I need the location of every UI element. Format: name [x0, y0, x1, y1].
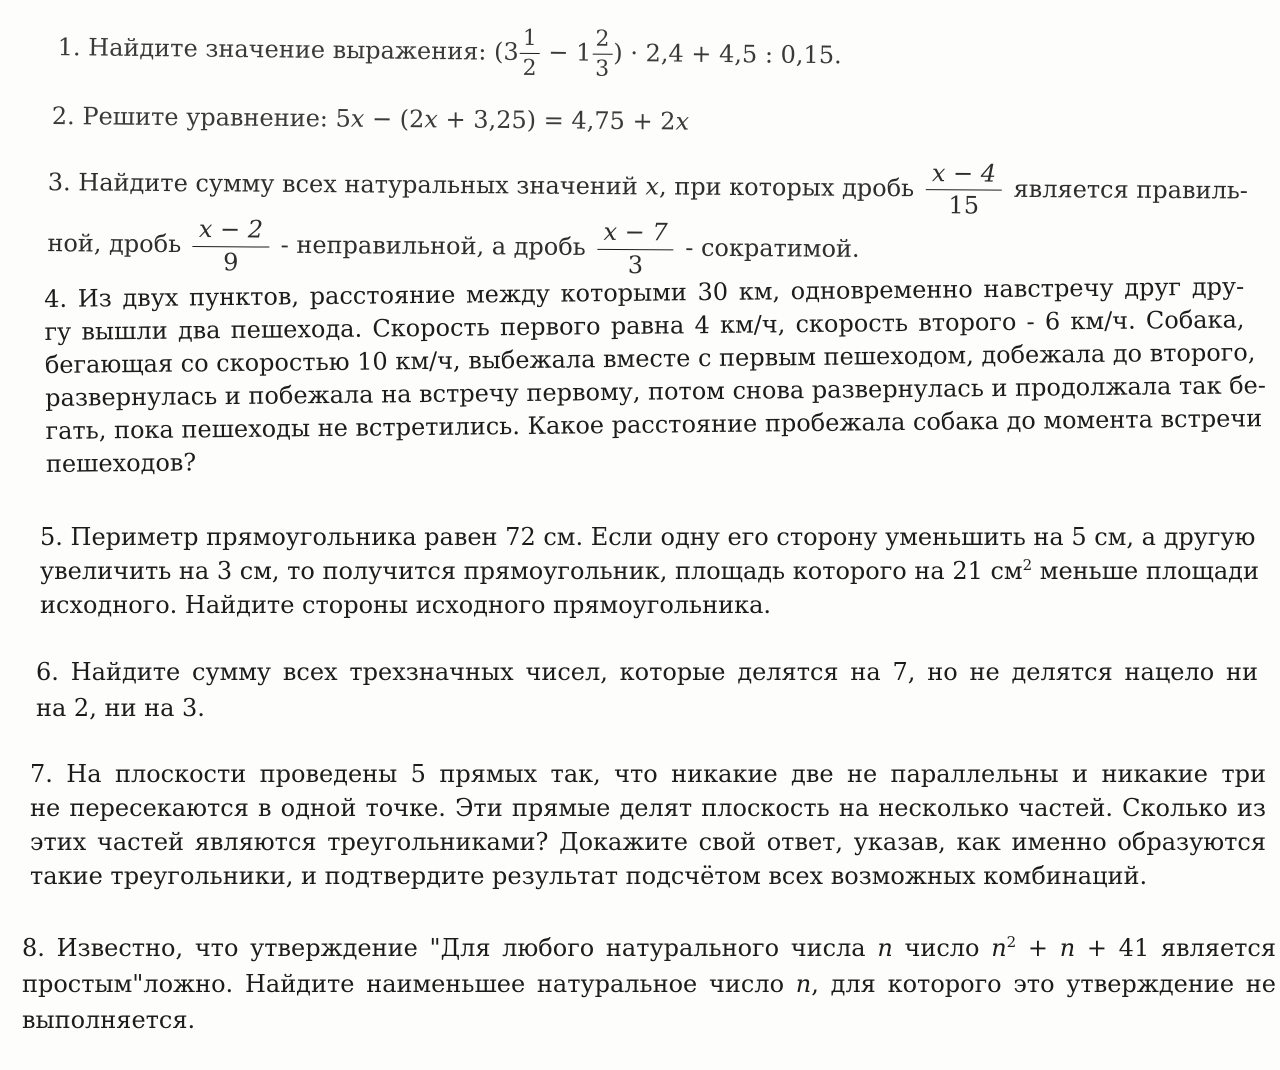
task-8-l2a: простым"ложно. Найдите наименьшее натуральное число: [22, 970, 796, 998]
fraction: [592, 28, 613, 81]
task-4-line: пешеходов?: [45, 448, 197, 478]
task-1-minus: − 1: [540, 38, 592, 67]
task-5-line-2: [40, 554, 1259, 588]
task-5-l2a: увеличить на 3 см, то получится прямоугольник, площадь которого на 21 см: [40, 557, 1023, 585]
task-2-mid: − (2: [364, 104, 425, 134]
task-8-l1c: +: [1016, 934, 1060, 962]
task-8-line-1: [22, 930, 1276, 966]
task-4-line: развернулась и побежала на встречу первому, потом снова развернулась и продолжала так бе-: [45, 371, 1267, 412]
var-n: n: [1059, 934, 1076, 962]
numerator: 1: [520, 27, 540, 54]
task-3-line-1: [47, 155, 1249, 221]
numerator: 2: [592, 28, 612, 55]
task-5-line: исходного. Найдите стороны исходного прямоугольника.: [40, 591, 772, 619]
task-3-l1a: 3. Найдите сумму всех натуральных значений: [47, 168, 646, 201]
task-7-line: этих частей являются треугольниками? Докажите свой ответ, указав, как именно образуются: [30, 828, 1266, 856]
task-4-line: гу вышли два пешехода. Скорость первого равна 4 км/ч, скорость второго - 6 км/ч. Собака,: [44, 305, 1245, 346]
task-7: [30, 757, 1266, 893]
task-3-l2c: - сократимой.: [685, 234, 860, 264]
task-5-line: 5. Периметр прямоугольника равен 72 см. Если одну его сторону уменьшить на 5 см, а другую: [40, 523, 1256, 551]
denominator: 9: [223, 247, 239, 276]
task-2-mid2: + 3,25) = 4,75 + 2: [437, 105, 676, 136]
task-8-l1a: 8. Известно, что утверждение "Для любого натурального числа: [22, 934, 878, 962]
fraction-2: [193, 217, 270, 275]
mixed-fraction-2: [591, 28, 614, 81]
task-4: [44, 270, 1267, 481]
numerator: x − 7: [597, 220, 673, 250]
var-x: x: [424, 105, 439, 134]
task-5-l2b: меньше площади: [1032, 557, 1259, 585]
task-8-l2b: , для которого это утверждение не: [811, 970, 1276, 998]
numerator: x − 2: [193, 217, 269, 247]
var-n: n: [877, 934, 893, 962]
denominator: 2: [522, 55, 537, 82]
task-8-line-2: [22, 966, 1276, 1002]
var-n: n: [991, 934, 1007, 962]
task-5: [40, 520, 1259, 622]
task-2: [52, 100, 690, 139]
task-4-line: бегающая со скоростью 10 км/ч, выбежала вместе с первым пешеходом, добежала до второго,: [44, 338, 1256, 379]
task-8-l1d: + 41 является: [1075, 934, 1277, 962]
task-6-line: 6. Найдите сумму всех трехзначных чисел, которые делятся на 7, но не делятся нацело ни: [36, 658, 1258, 686]
denominator: 3: [627, 250, 644, 279]
fraction-3: [597, 220, 674, 278]
task-1-text: 1. Найдите значение выражения: (3: [57, 33, 519, 66]
superscript: 2: [1022, 556, 1033, 574]
mixed-fraction-1: [518, 27, 541, 80]
task-3-l1c: является правиль-: [1013, 174, 1249, 205]
task-3-l2a: ной, дробь: [47, 229, 182, 259]
task-7-line: не пересекаются в одной точке. Эти прямые делят плоскость на несколько частей. Сколько из: [30, 794, 1266, 822]
var-x: x: [675, 107, 690, 136]
task-8-line: выполняется.: [22, 1006, 196, 1034]
task-1: [57, 22, 842, 83]
task-8-l1b: число: [892, 934, 992, 962]
task-4-line: 4. Из двух пунктов, расстояние между которыми 30 км, одновременно навстречу друг дру-: [44, 272, 1245, 313]
task-3: [47, 155, 1249, 282]
task-6-line: на 2, ни на 3.: [36, 694, 205, 722]
task-7-line: 7. На плоскости проведены 5 прямых так, что никакие две не параллельны и никакие три: [30, 760, 1266, 788]
denominator: 15: [948, 191, 980, 220]
var-n: n: [795, 970, 812, 998]
task-4-line: гать, пока пешеходы не встретились. Какое расстояние пробежала собака до момента встречи: [45, 404, 1263, 445]
var-x: x: [350, 104, 365, 133]
task-2-prefix: 2. Решите уравнение: 5: [51, 101, 351, 133]
fraction: [519, 27, 540, 80]
task-7-line: такие треугольники, и подтвердите результат подсчётом всех возможных комбинаций.: [30, 862, 1148, 890]
var-x: x: [645, 172, 660, 201]
numerator: x − 4: [926, 161, 1002, 191]
task-1-tail: ) · 2,4 + 4,5 : 0,15.: [613, 38, 842, 70]
task-8: [22, 930, 1276, 1038]
superscript: 2: [1006, 933, 1017, 951]
task-3-l2b: - неправильной, а дробь: [280, 231, 586, 262]
denominator: 3: [595, 56, 610, 82]
task-3-l1b: , при которых дробь: [658, 172, 915, 203]
task-6: [36, 654, 1258, 726]
fraction-1: [926, 161, 1003, 219]
